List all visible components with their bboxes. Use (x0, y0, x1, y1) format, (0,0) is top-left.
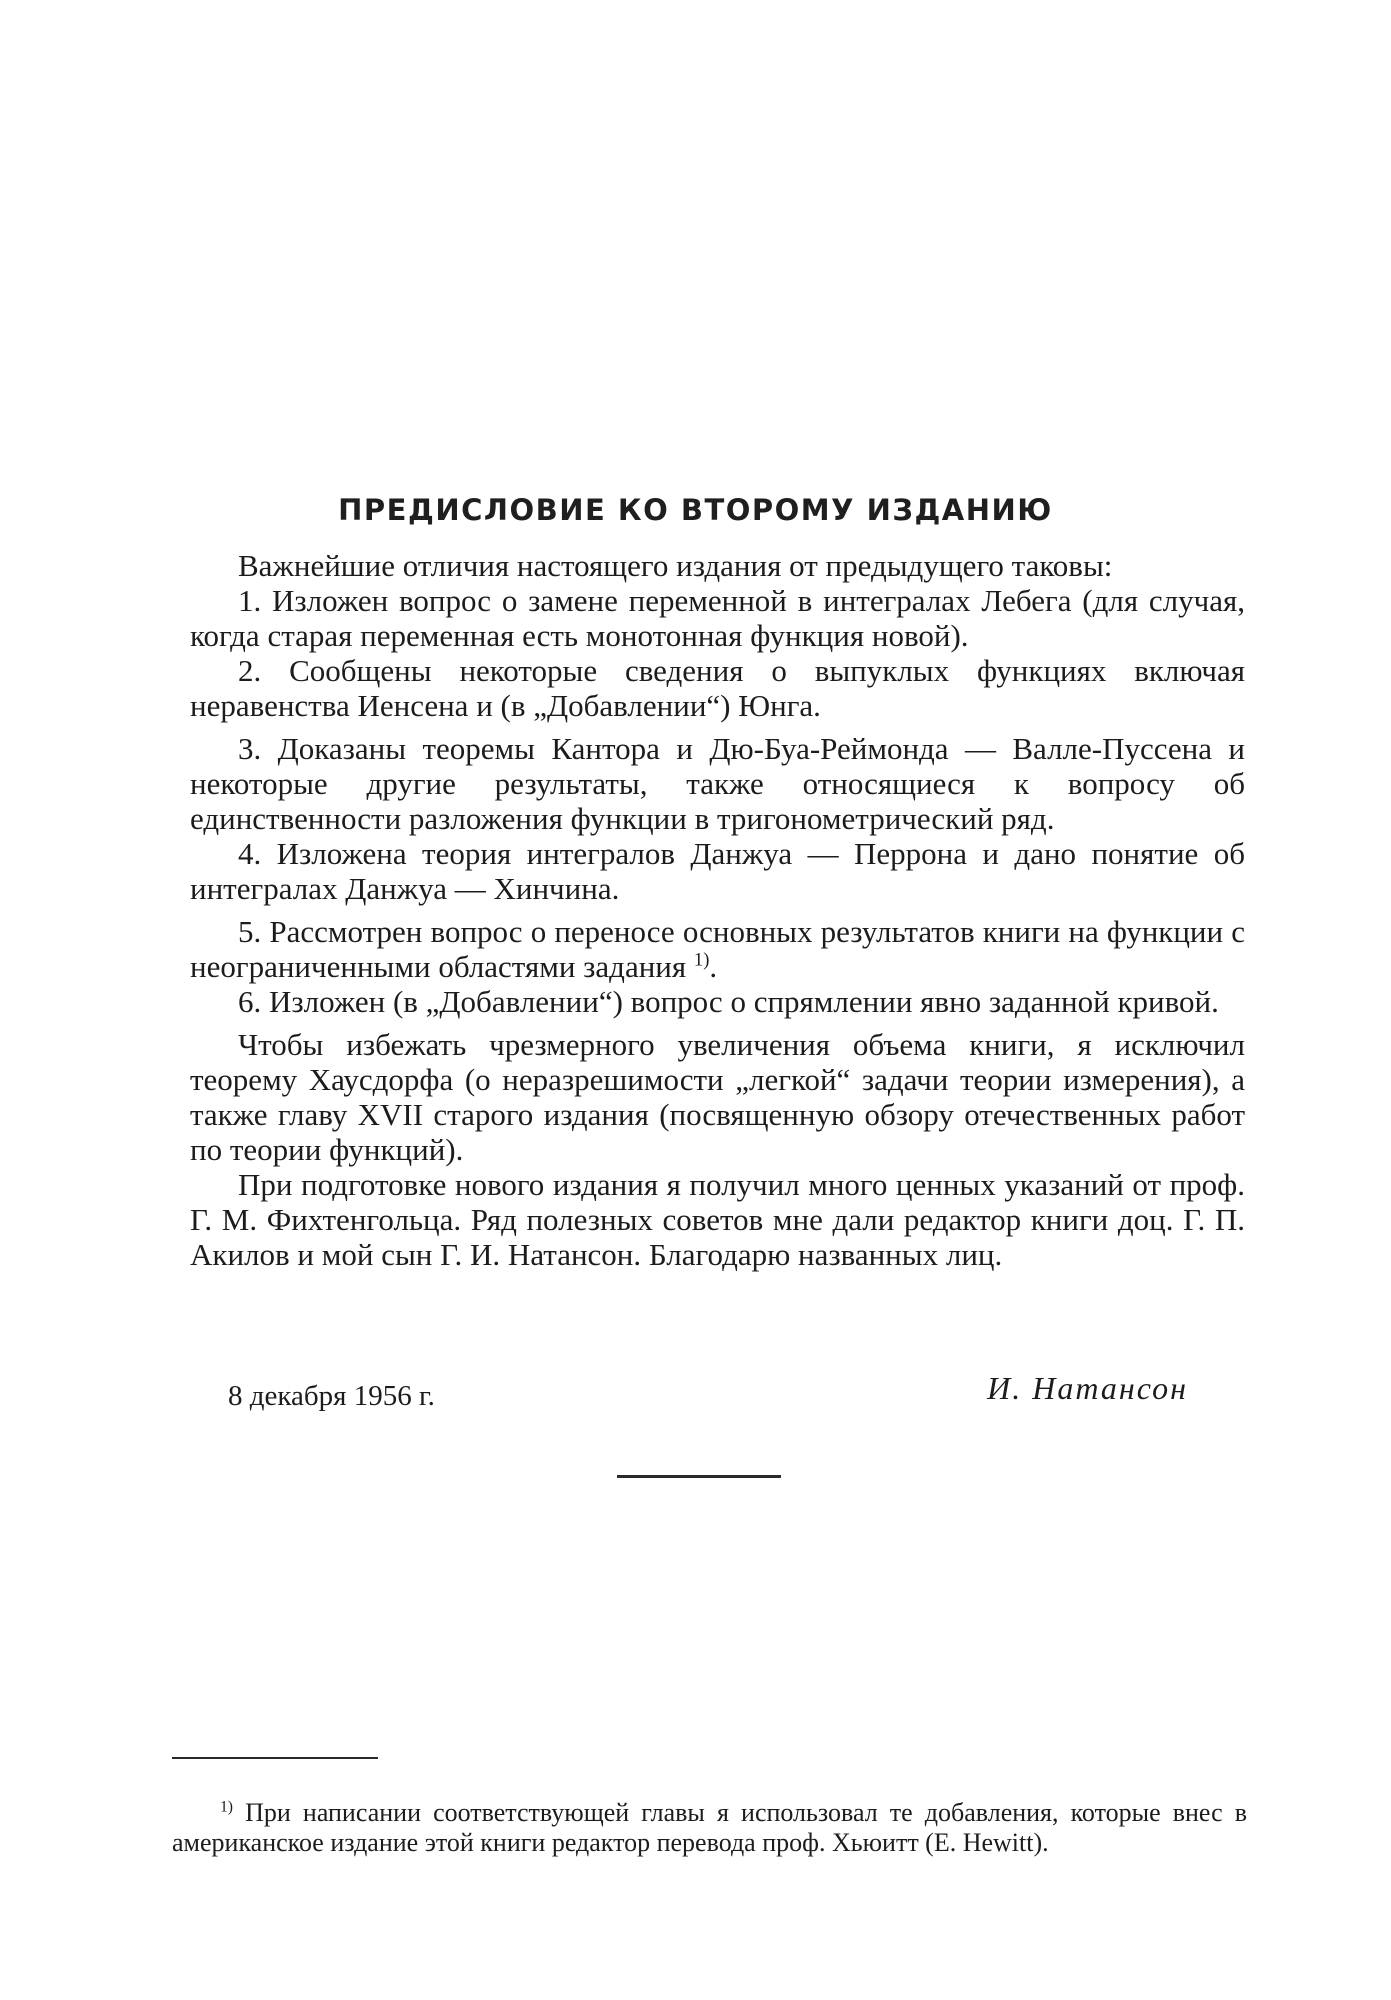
footnote-reference: 1) (693, 949, 710, 971)
paragraph-item-5 (190, 914, 1245, 984)
preface-date: 8 декабря 1956 г. (228, 1380, 435, 1412)
page-title: ПРЕДИСЛОВИЕ КО ВТОРОМУ ИЗДАНИЮ (338, 493, 1053, 527)
paragraph-item-4: 4. Изложена теория интегралов Данжуа — Перрона и дано понятие об интегралах Данжуа — Хинчина. (190, 836, 1245, 906)
paragraph-acknowledgements: При подготовке нового издания я получил много ценных указаний от проф. Г. М. Фихтенгольца. Ряд полезных советов мне дали редактор книги доц. Г. П. Акилов и мой сын Г. И. Натансон. Благодарю названных лиц. (190, 1167, 1245, 1272)
paragraph-intro: Важнейшие отличия настоящего издания от предыдущего таковы: (238, 548, 1113, 583)
footnote (172, 1798, 1247, 1858)
footnote-marker: 1) (220, 1798, 233, 1816)
paragraph-exclusions: Чтобы избежать чрезмерного увеличения объема книги, я исключил теорему Хаусдорфа (о неразрешимости „легкой“ задачи теории измерения), а также главу XVII старого издания (посвященную обзору отечественных работ по теории функций). (190, 1027, 1245, 1167)
paragraph-item-5-end: . (709, 949, 718, 984)
paragraph-item-2: 2. Сообщены некоторые сведения о выпуклых функциях включая неравенства Иенсена и (в „Добавлении“) Юнга. (190, 653, 1245, 723)
preface-body (190, 548, 1245, 1272)
paragraph-item-3: 3. Доказаны теоремы Кантора и Дю-Буа-Реймонда — Валле-Пуссена и некоторые другие результаты, также относящиеся к вопросу об единственности разложения функции в тригонометрический ряд. (190, 731, 1245, 836)
paragraph-item-5-text: 5. Рассмотрен вопрос о переносе основных результатов книги на функции с неограниченными областями задания (190, 914, 1245, 984)
author-signature: И. Натансон (987, 1370, 1188, 1406)
section-divider (617, 1475, 781, 1478)
paragraph-item-6: 6. Изложен (в „Добавлении“) вопрос о спрямлении явно заданной кривой. (238, 984, 1219, 1019)
footnote-divider (172, 1757, 378, 1759)
paragraph-item-1: 1. Изложен вопрос о замене переменной в интегралах Лебега (для случая, когда старая переменная есть монотонная функция новой). (190, 583, 1245, 653)
footnote-text: При написании соответствующей главы я использовал те добавления, которые внес в американское издание этой книги редактор перевода проф. Хьюитт (E. Hewitt). (172, 1798, 1248, 1857)
signature-row (228, 1370, 1188, 1420)
